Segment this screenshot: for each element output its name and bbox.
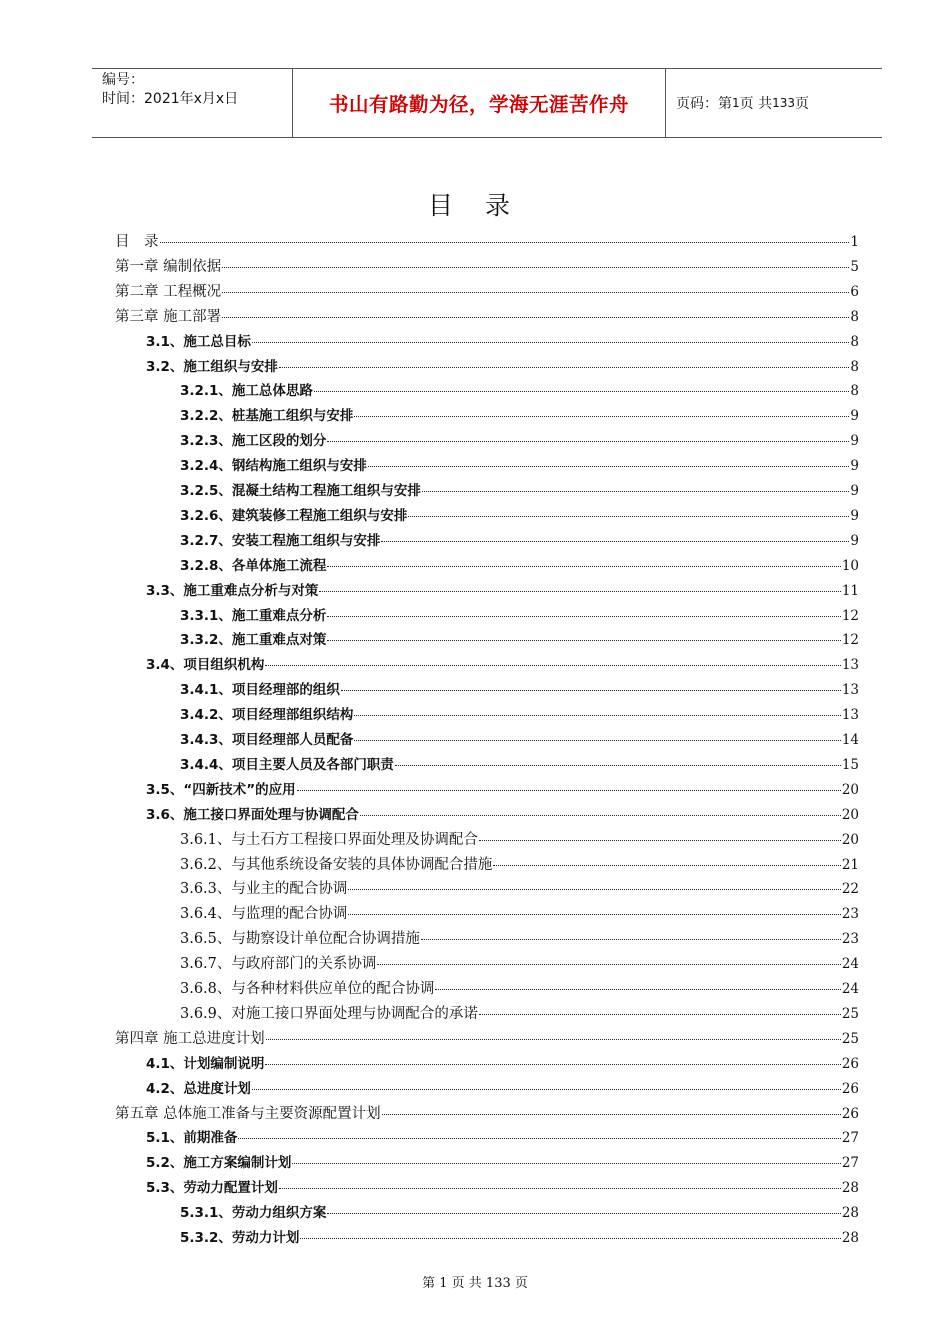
toc-entry-label: 3.6.2、与其他系统设备安装的具体协调配合措施 bbox=[180, 856, 493, 873]
toc-leader-dots bbox=[327, 1213, 840, 1214]
toc-entry-page: 9 bbox=[850, 458, 859, 475]
toc-entry[interactable] bbox=[146, 355, 859, 375]
toc-entry-label: 3.6.4、与监理的配合协调 bbox=[180, 906, 348, 923]
toc-entry-label: 3.4.3、项目经理部人员配备 bbox=[180, 732, 354, 748]
toc-entry[interactable] bbox=[146, 1077, 859, 1097]
toc-leader-dots bbox=[479, 1014, 841, 1015]
toc-entry-label: 3.4、项目组织机构 bbox=[146, 657, 265, 674]
toc-entry[interactable] bbox=[146, 1052, 859, 1072]
toc-entry[interactable] bbox=[146, 579, 859, 599]
time-label: 时间：2021年x月x日 bbox=[102, 91, 239, 107]
toc-leader-dots bbox=[382, 1114, 841, 1115]
toc-entry-label: 3.6.5、与勘察设计单位配合协调措施 bbox=[180, 931, 420, 948]
toc-leader-dots bbox=[319, 591, 840, 592]
toc-entry[interactable] bbox=[146, 1176, 859, 1196]
toc-entry[interactable] bbox=[180, 454, 859, 474]
toc-leader-dots bbox=[292, 1163, 840, 1164]
toc-entry-page: 26 bbox=[841, 1105, 859, 1122]
toc-leader-dots bbox=[341, 690, 841, 691]
toc-entry-label: 3.2.7、安装工程施工组织与安排 bbox=[180, 532, 381, 549]
toc-leader-dots bbox=[279, 367, 849, 368]
toc-entry[interactable] bbox=[180, 902, 859, 922]
toc-entry[interactable] bbox=[180, 1226, 859, 1246]
toc-entry-page: 21 bbox=[841, 856, 859, 873]
toc-entry[interactable] bbox=[146, 1151, 859, 1171]
toc-entry-page: 27 bbox=[841, 1155, 859, 1172]
toc-entry-page: 13 bbox=[841, 682, 859, 699]
toc-leader-dots bbox=[348, 889, 840, 890]
toc-entry[interactable] bbox=[180, 479, 859, 499]
toc-entry-label: 3.3.1、施工重难点分析 bbox=[180, 607, 327, 624]
toc-entry[interactable] bbox=[146, 778, 859, 798]
toc-entry-page: 11 bbox=[841, 582, 859, 599]
toc-entry-label: 3.1、施工总目标 bbox=[146, 333, 251, 350]
toc-entry-label: 3.3.2、施工重难点对策 bbox=[180, 632, 327, 649]
toc-entry[interactable] bbox=[180, 703, 859, 723]
toc-entry-label: 第五章 总体施工准备与主要资源配置计划 bbox=[115, 1105, 381, 1122]
toc-entry-label: 4.1、计划编制说明 bbox=[146, 1055, 265, 1072]
toc-entry-label: 3.4.4、项目主要人员及各部门职责 bbox=[180, 756, 394, 773]
toc-entry-label: 3.5、“四新技术”的应用 bbox=[146, 781, 296, 798]
toc-entry-label: 3.4.1、项目经理部的组织 bbox=[180, 682, 340, 699]
toc-entry-label: 第四章 施工总进度计划 bbox=[115, 1030, 265, 1047]
toc-entry[interactable] bbox=[180, 877, 859, 897]
header-motto: 书山有路勤为径，学海无涯苦作舟 bbox=[292, 69, 666, 137]
toc-entry-label: 5.3.1、劳动力组织方案 bbox=[180, 1205, 327, 1222]
toc-entry-label: 3.2.2、桩基施工组织与安排 bbox=[180, 408, 354, 425]
toc-entry[interactable] bbox=[180, 828, 859, 848]
toc-entry-label: 3.3、施工重难点分析与对策 bbox=[146, 582, 319, 599]
toc-entry[interactable] bbox=[146, 1126, 859, 1146]
toc-entry[interactable] bbox=[180, 1201, 859, 1221]
toc-entry-page: 5 bbox=[850, 258, 859, 275]
toc-leader-dots bbox=[408, 516, 849, 517]
toc-leader-dots bbox=[300, 1238, 840, 1239]
toc-entry[interactable] bbox=[180, 728, 859, 748]
toc-entry-page: 25 bbox=[841, 1005, 859, 1022]
header-meta bbox=[92, 69, 292, 137]
toc-leader-dots bbox=[395, 765, 841, 766]
toc-leader-dots bbox=[314, 391, 849, 392]
toc-entry[interactable] bbox=[180, 927, 859, 947]
toc-leader-dots bbox=[348, 914, 840, 915]
toc-entry-label: 4.2、总进度计划 bbox=[146, 1080, 251, 1097]
toc-entry[interactable] bbox=[146, 653, 859, 673]
toc-entry-label: 第一章 编制依据 bbox=[115, 258, 222, 275]
toc-leader-dots bbox=[297, 790, 841, 791]
toc-entry-page: 28 bbox=[841, 1230, 859, 1246]
toc-leader-dots bbox=[265, 1064, 840, 1065]
toc-entry-page: 8 bbox=[850, 383, 859, 400]
toc-entry-page: 8 bbox=[850, 333, 859, 350]
toc-entry[interactable] bbox=[115, 280, 859, 300]
page-number: 1 bbox=[732, 96, 740, 110]
toc-leader-dots bbox=[160, 242, 850, 243]
toc-entry[interactable] bbox=[180, 952, 859, 972]
toc-entry-label: 3.4.2、项目经理部组织结构 bbox=[180, 707, 354, 724]
toc-entry-page: 20 bbox=[841, 831, 859, 848]
toc-leader-dots bbox=[354, 740, 840, 741]
toc-entry-label: 3.2.5、混凝土结构工程施工组织与安排 bbox=[180, 483, 421, 499]
header-page-info bbox=[666, 69, 882, 137]
toc-leader-dots bbox=[222, 292, 849, 293]
toc-entry-page: 24 bbox=[841, 956, 859, 973]
toc-entry-page: 28 bbox=[841, 1205, 859, 1222]
toc-entry-label: 3.2.6、建筑装修工程施工组织与安排 bbox=[180, 507, 408, 524]
toc-entry-page: 26 bbox=[841, 1080, 859, 1097]
toc-leader-dots bbox=[354, 715, 840, 716]
toc-leader-dots bbox=[327, 566, 840, 567]
toc-entry-label: 5.1、前期准备 bbox=[146, 1130, 238, 1147]
toc-entry[interactable] bbox=[115, 1027, 859, 1047]
toc-leader-dots bbox=[381, 541, 849, 542]
toc-leader-dots bbox=[377, 964, 840, 965]
toc-leader-dots bbox=[252, 342, 849, 343]
toc-leader-dots bbox=[222, 317, 849, 318]
page-header bbox=[92, 68, 882, 138]
toc-leader-dots bbox=[279, 1188, 841, 1189]
toc-entry-page: 26 bbox=[841, 1055, 859, 1072]
toc-entry-label: 3.6.3、与业主的配合协调 bbox=[180, 881, 348, 898]
toc-entry[interactable] bbox=[180, 554, 859, 574]
page-suffix: 页 bbox=[795, 96, 809, 112]
toc-entry-page: 12 bbox=[841, 632, 859, 649]
toc-entry[interactable] bbox=[115, 230, 859, 250]
toc-entry-page: 9 bbox=[850, 483, 859, 499]
toc-entry-label: 3.6.9、对施工接口界面处理与协调配合的承诺 bbox=[180, 1005, 478, 1022]
toc-entry-label: 3.2.4、钢结构施工组织与安排 bbox=[180, 458, 367, 475]
toc-entry-page: 9 bbox=[850, 408, 859, 425]
toc-entry-page: 23 bbox=[841, 931, 859, 948]
page-title: 目 录 bbox=[428, 191, 522, 220]
toc-entry-page: 20 bbox=[841, 781, 859, 798]
toc-entry-page: 14 bbox=[841, 732, 859, 748]
toc-leader-dots bbox=[222, 267, 849, 268]
toc-entry-label: 3.6.7、与政府部门的关系协调 bbox=[180, 956, 377, 973]
toc-entry-page: 15 bbox=[841, 756, 859, 773]
toc-entry-page: 9 bbox=[850, 507, 859, 524]
toc-entry[interactable] bbox=[180, 404, 859, 424]
toc-entry-label: 3.6、施工接口界面处理与协调配合 bbox=[146, 806, 359, 823]
toc-entry[interactable] bbox=[180, 678, 859, 698]
toc-entry-label: 5.3、劳动力配置计划 bbox=[146, 1180, 278, 1197]
toc-entry-label: 3.2.3、施工区段的划分 bbox=[180, 433, 327, 450]
toc-entry-page: 27 bbox=[841, 1130, 859, 1147]
toc-leader-dots bbox=[422, 491, 849, 492]
toc-entry-page: 12 bbox=[841, 607, 859, 624]
toc-entry-page: 23 bbox=[841, 906, 859, 923]
toc-entry-label: 3.6.8、与各种材料供应单位的配合协调 bbox=[180, 981, 435, 997]
toc-leader-dots bbox=[360, 815, 841, 816]
toc-leader-dots bbox=[327, 640, 840, 641]
toc-entry[interactable] bbox=[115, 255, 859, 275]
toc-entry[interactable] bbox=[180, 604, 859, 624]
toc-leader-dots bbox=[265, 665, 840, 666]
toc-entry-page: 10 bbox=[841, 557, 859, 574]
toc-entry[interactable] bbox=[115, 305, 859, 325]
toc-entry-page: 28 bbox=[841, 1180, 859, 1197]
toc-leader-dots bbox=[238, 1138, 840, 1139]
toc-entry-label: 5.3.2、劳动力计划 bbox=[180, 1230, 300, 1246]
page-total: 133 bbox=[772, 96, 795, 110]
toc-entry[interactable] bbox=[180, 977, 859, 997]
toc-entry-label: 3.2、施工组织与安排 bbox=[146, 358, 278, 375]
page-prefix: 页码：第 bbox=[676, 96, 732, 112]
toc-entry-page: 8 bbox=[850, 308, 859, 325]
toc-entry-page: 13 bbox=[841, 657, 859, 674]
toc-entry[interactable] bbox=[180, 628, 859, 648]
toc-entry[interactable] bbox=[180, 429, 859, 449]
toc-leader-dots bbox=[479, 840, 841, 841]
toc-entry-page: 22 bbox=[841, 881, 859, 898]
toc-entry[interactable] bbox=[146, 330, 859, 350]
toc-entry-page: 24 bbox=[841, 981, 859, 997]
toc-entry-page: 9 bbox=[850, 532, 859, 549]
toc-leader-dots bbox=[435, 989, 840, 990]
toc-entry-label: 第二章 工程概况 bbox=[115, 283, 222, 300]
toc-entry[interactable] bbox=[180, 1002, 859, 1022]
toc-entry-page: 13 bbox=[841, 707, 859, 724]
toc-leader-dots bbox=[327, 616, 840, 617]
toc-leader-dots bbox=[252, 1089, 841, 1090]
toc-entry-label: 目 录 bbox=[115, 234, 159, 250]
toc-entry-label: 3.6.1、与土石方工程接口界面处理及协调配合 bbox=[180, 831, 478, 848]
toc-entry-page: 20 bbox=[841, 806, 859, 823]
toc-entry[interactable] bbox=[180, 529, 859, 549]
toc-entry-label: 3.2.1、施工总体思路 bbox=[180, 383, 313, 400]
toc-leader-dots bbox=[354, 416, 849, 417]
toc-entry[interactable] bbox=[180, 504, 859, 524]
toc-entry[interactable] bbox=[146, 803, 859, 823]
toc-entry-label: 第三章 施工部署 bbox=[115, 308, 222, 325]
toc-entry-page: 9 bbox=[850, 433, 859, 450]
toc-entry-page: 25 bbox=[841, 1030, 859, 1047]
toc-entry[interactable] bbox=[180, 753, 859, 773]
toc-leader-dots bbox=[266, 1039, 841, 1040]
code-label: 编号： bbox=[102, 72, 144, 88]
toc-leader-dots bbox=[368, 466, 849, 467]
page-footer: 第 1 页 共 133 页 bbox=[422, 1276, 528, 1291]
toc-entry-label: 3.2.8、各单体施工流程 bbox=[180, 557, 327, 574]
toc-entry[interactable] bbox=[115, 1102, 859, 1122]
toc-entry-page: 6 bbox=[850, 283, 859, 300]
toc-entry-page: 8 bbox=[850, 358, 859, 375]
toc-entry[interactable] bbox=[180, 379, 859, 399]
toc-entry[interactable] bbox=[180, 853, 859, 873]
toc-leader-dots bbox=[421, 939, 841, 940]
toc-leader-dots bbox=[327, 441, 849, 442]
page-mid: 页 共 bbox=[739, 96, 773, 112]
toc-leader-dots bbox=[493, 865, 840, 866]
toc-entry-label: 5.2、施工方案编制计划 bbox=[146, 1155, 292, 1172]
toc-entry-page: 1 bbox=[850, 234, 859, 250]
